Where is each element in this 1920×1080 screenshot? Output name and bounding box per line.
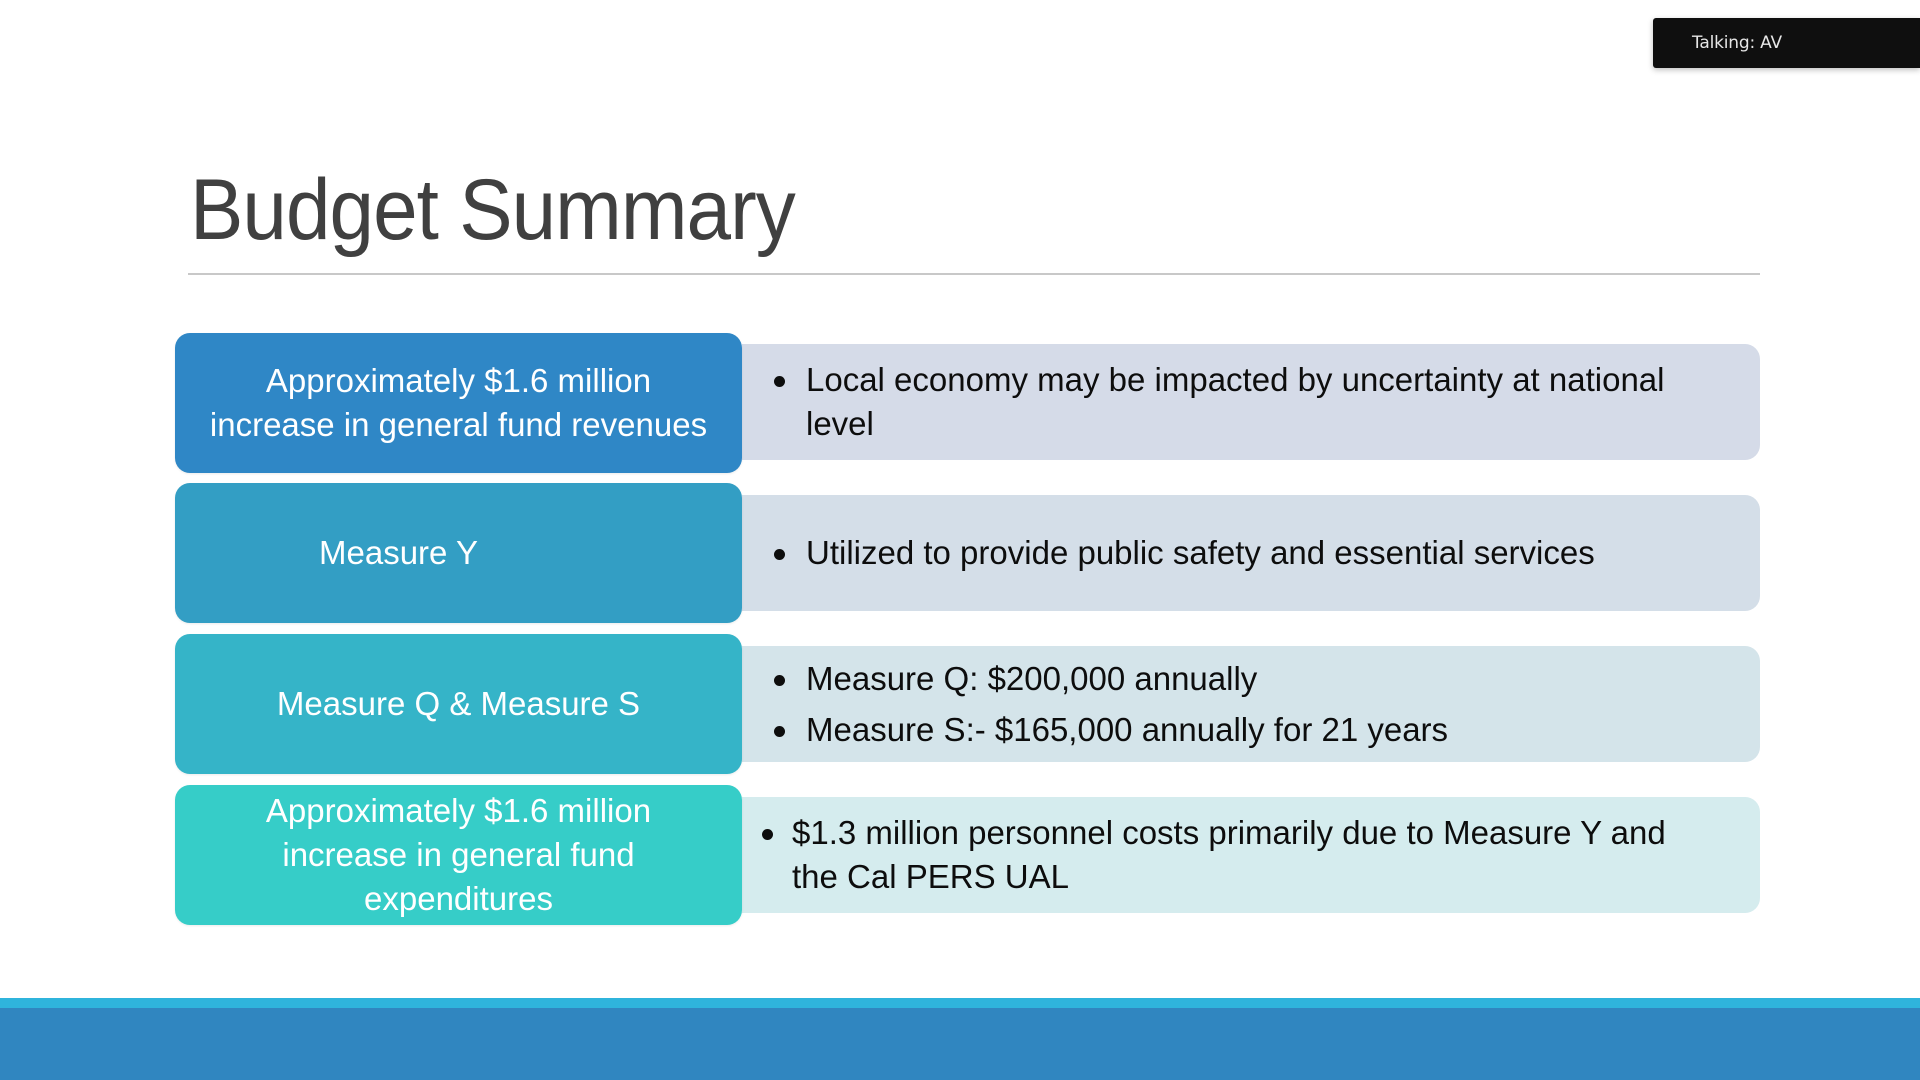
row-3-bullet-2: Measure S:- $165,000 annually for 21 years (742, 708, 1760, 752)
row-4-label-box (175, 785, 742, 925)
row-3-label: Measure Q & Measure S (276, 685, 641, 722)
row-1-label-box (175, 333, 742, 473)
row-1-bullet-1: Local economy may be impacted by uncertainty at national level (742, 358, 1760, 446)
row-2-detail-panel (742, 495, 1760, 611)
row-2-label-box (175, 483, 742, 623)
row-3-detail-panel (742, 646, 1760, 762)
row-4-label: Approximately $1.6 million increase in general fund expenditures (265, 792, 652, 917)
row-3-bullet-1: Measure Q: $200,000 annually (742, 657, 1760, 701)
row-4-bullet-1: $1.3 million personnel costs primarily due to Measure Y and the Cal PERS UAL (742, 811, 1760, 899)
row-3-label-box (175, 634, 742, 774)
row-4-detail-panel (742, 797, 1760, 913)
talking-indicator-label: Talking: AV (1692, 33, 1782, 53)
row-1-detail-panel (742, 344, 1760, 460)
slide-title: Budget Summary (190, 162, 795, 258)
row-2-bullet-1: Utilized to provide public safety and essential services (742, 531, 1760, 575)
title-divider (188, 273, 1760, 275)
row-1-label: Approximately $1.6 million increase in general fund revenues (209, 362, 708, 443)
row-2-label: Measure Y (319, 534, 478, 571)
footer-bar (0, 1008, 1920, 1080)
footer-accent-stripe (0, 998, 1920, 1008)
talking-indicator (1653, 18, 1920, 68)
